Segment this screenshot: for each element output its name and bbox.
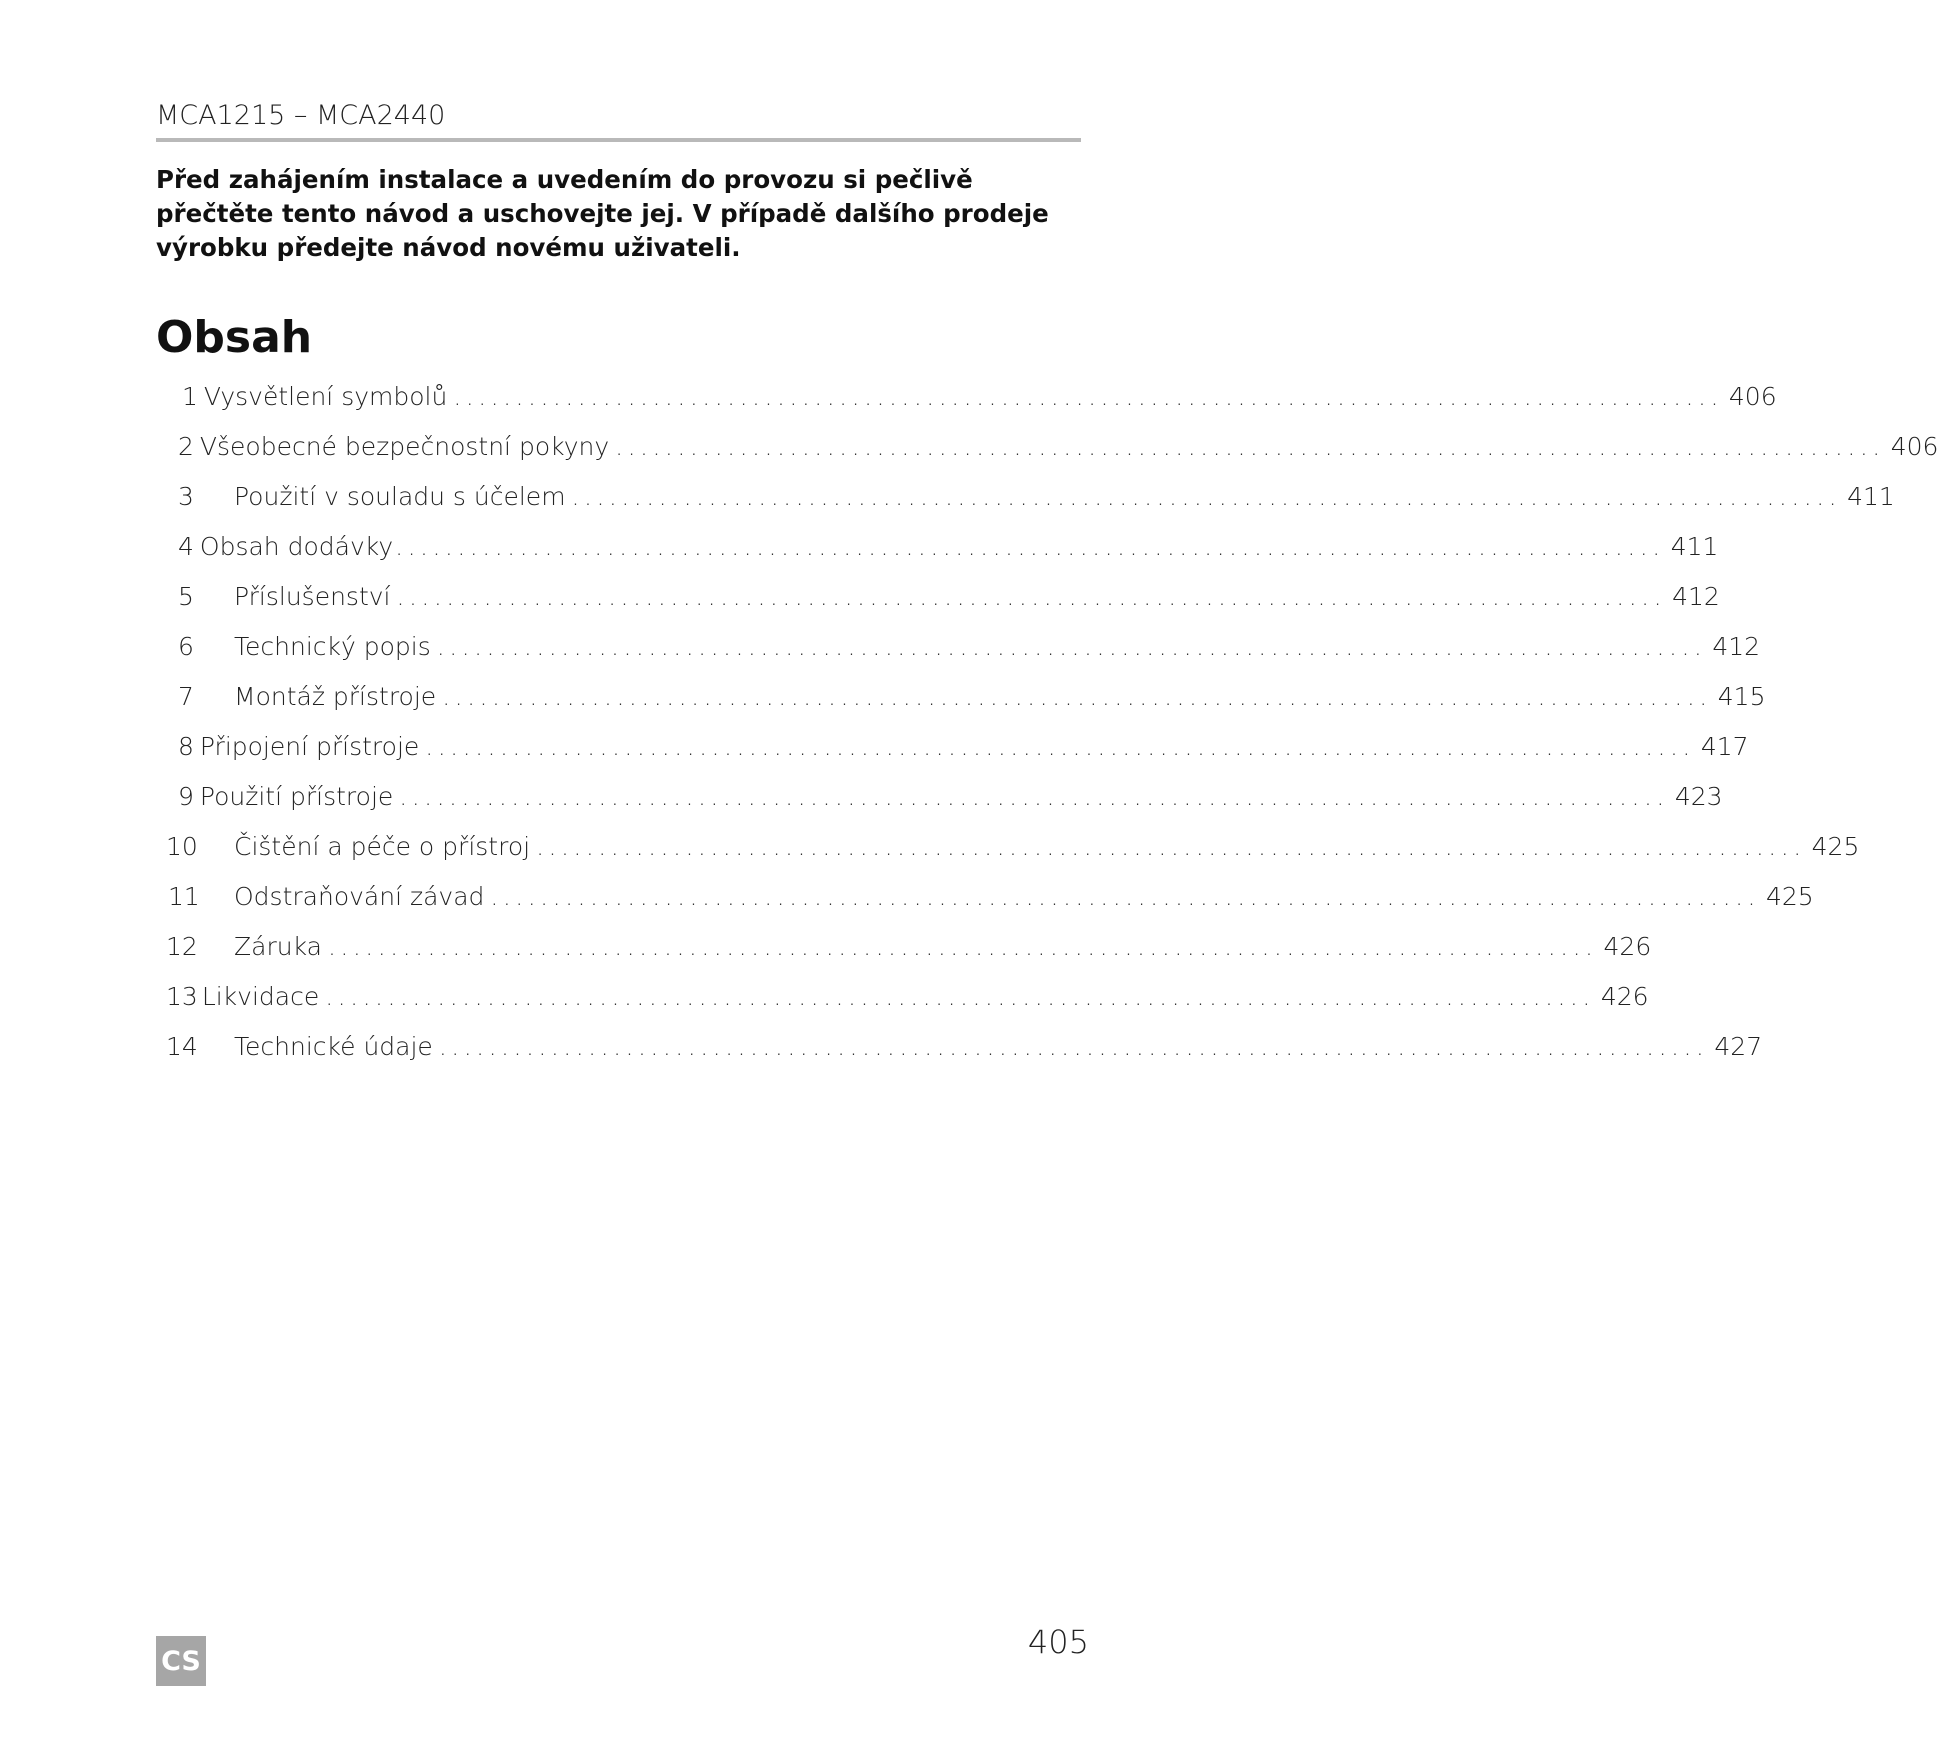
toc-entry-title: Záruka [234,932,322,961]
toc-entry[interactable] [166,982,1649,1022]
toc-entry-title: Odstraňování závad [234,882,485,911]
toc-leader-dots: ...................................................................................................... [399,782,1669,811]
toc-entry-number: 14 [166,1032,198,1061]
toc-entry-title: Použití v souladu s účelem [234,482,566,511]
toc-entry-page: 426 [1600,982,1649,1011]
toc-leader-dots: ...................................................................................................... [436,632,1707,661]
toc-entry-title: Montáž přístroje [234,682,437,711]
toc-entry-page: 412 [1712,632,1761,661]
toc-entry-page: 425 [1811,832,1860,861]
toc-entry-page: 415 [1717,682,1766,711]
toc-entry-number: 7 [178,682,194,711]
toc-leader-dots: ...................................................................................................... [453,382,1723,411]
toc-entry-title: Technické údaje [234,1032,433,1061]
toc-entry[interactable] [168,882,1814,922]
toc-leader-dots: ...................................................................................................... [425,732,1695,761]
toc-leader-dots: ...................................................................................................... [536,832,1806,861]
toc-entry[interactable] [178,732,1749,772]
toc-entry[interactable] [166,832,1860,872]
toc-leader-dots: ...................................................................................................... [327,932,1598,961]
toc-entry[interactable] [178,432,1938,472]
toc-entry[interactable] [178,532,1719,572]
toc-entry-page: 412 [1672,582,1720,611]
toc-leader-dots: ...................................................................................................... [396,582,1667,611]
toc-entry-number: 11 [168,882,200,911]
toc-entry-title: Likvidace [201,982,320,1011]
document-header: MCA1215 – MCA2440 [156,100,446,131]
toc-entry-number: 6 [178,632,194,661]
toc-entry-page: 411 [1670,532,1719,561]
toc-leader-dots: ...................................................................................................... [571,482,1842,511]
toc-entry[interactable] [178,582,1720,622]
toc-entry[interactable] [182,382,1777,422]
toc-entry-page: 406 [1890,432,1938,461]
toc-leader-dots: ...................................................................................................... [490,882,1760,911]
toc-entry-number: 13 [166,982,198,1011]
toc-entry-title: Vysvětlení symbolů [203,382,448,411]
toc-entry[interactable] [178,482,1895,522]
toc-entry-number: 3 [178,482,194,511]
toc-entry-number: 8 [178,732,194,761]
toc-entry-page: 406 [1728,382,1777,411]
toc-entry-page: 425 [1765,882,1814,911]
toc-entry-title: Příslušenství [234,582,391,611]
page-title: Obsah [156,312,313,363]
toc-entry[interactable] [178,632,1761,672]
toc-entry-page: 417 [1700,732,1749,761]
toc-leader-dots: ...................................................................................................... [442,682,1712,711]
toc-entry-page: 423 [1674,782,1723,811]
toc-leader-dots: ...................................................................................................... [438,1032,1709,1061]
toc-entry-page: 411 [1847,482,1895,511]
toc-entry[interactable] [166,932,1652,972]
toc-entry-page: 426 [1603,932,1652,961]
toc-entry-number: 10 [166,832,198,861]
toc-entry-number: 12 [166,932,198,961]
toc-entry-title: Použití přístroje [199,782,394,811]
toc-entry-number: 2 [178,432,194,461]
toc-entry-title: Obsah dodávky [199,532,394,561]
page-number: 405 [1027,1623,1089,1661]
toc-entry-page: 427 [1714,1032,1763,1061]
toc-leader-dots: ...................................................................................................... [325,982,1595,1011]
toc-entry-number: 9 [178,782,194,811]
toc-leader-dots: ...................................................................................................... [615,432,1885,461]
language-badge: CS [156,1636,206,1686]
toc-entry[interactable] [178,682,1766,722]
toc-entry[interactable] [166,1032,1763,1072]
toc-entry-title: Připojení přístroje [199,732,420,761]
header-divider [156,138,1081,142]
intro-notice: Před zahájením instalace a uvedením do provozu si pečlivě přečtěte tento návod a uschovejte jej. V případě dalšího prodeje výrobku předejte návod novému uživateli. [156,165,1049,262]
toc-entry-title: Všeobecné bezpečnostní pokyny [199,432,610,461]
toc-entry-title: Technický popis [234,632,431,661]
toc-entry-number: 5 [178,582,194,611]
toc-entry-number: 1 [182,382,198,411]
toc-entry-title: Čištění a péče o přístroj [234,832,531,861]
toc-leader-dots: ...................................................................................................... [395,532,1665,561]
toc-entry[interactable] [178,782,1723,822]
toc-entry-number: 4 [178,532,194,561]
